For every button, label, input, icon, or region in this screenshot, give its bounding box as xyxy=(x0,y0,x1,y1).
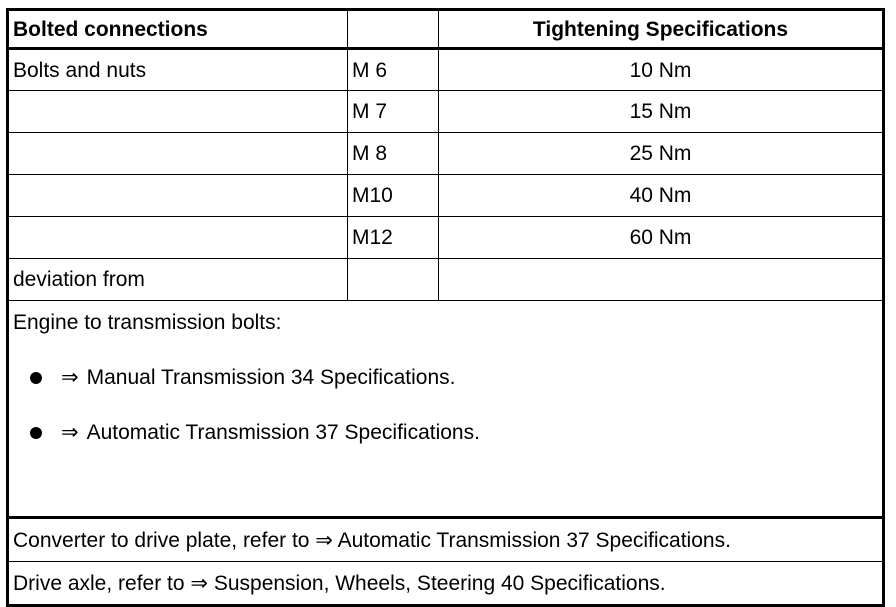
row-size: M 8 xyxy=(348,133,439,175)
table-row xyxy=(8,259,884,301)
row-label: Bolts and nuts xyxy=(8,49,348,91)
notes-row xyxy=(8,301,884,518)
row-label xyxy=(8,175,348,217)
bullet-text-automatic-transmission: Automatic Transmission 37 Specifications. xyxy=(86,421,480,444)
table-row xyxy=(8,49,884,91)
row-torque: 60 Nm xyxy=(439,217,884,259)
header-bolted-connections: Bolted connections xyxy=(8,10,348,49)
list-item xyxy=(13,350,878,405)
row-label xyxy=(8,133,348,175)
row-torque: 15 Nm xyxy=(439,91,884,133)
table-row xyxy=(8,91,884,133)
notes-cell xyxy=(8,301,884,518)
row-size: M 7 xyxy=(348,91,439,133)
row-size xyxy=(348,259,439,301)
reference-row xyxy=(8,518,884,562)
reference-converter-drive-plate: Converter to drive plate, refer to ⇒ Automatic Transmission 37 Specifications. xyxy=(8,518,884,562)
table-row xyxy=(8,133,884,175)
right-arrow-icon: ⇒ xyxy=(61,366,79,389)
row-label: deviation from xyxy=(8,259,348,301)
reference-row xyxy=(8,562,884,606)
bullet-icon xyxy=(30,372,42,384)
right-arrow-icon: ⇒ xyxy=(61,421,79,444)
row-label xyxy=(8,91,348,133)
row-label xyxy=(8,217,348,259)
header-tightening-specifications: Tightening Specifications xyxy=(439,10,884,49)
row-torque: 25 Nm xyxy=(439,133,884,175)
notes-intro: Engine to transmission bolts: xyxy=(13,311,282,334)
header-size xyxy=(348,10,439,49)
row-torque: 40 Nm xyxy=(439,175,884,217)
row-size: M12 xyxy=(348,217,439,259)
tightening-specifications-table xyxy=(6,8,885,607)
table-header-row xyxy=(8,10,884,49)
bullet-text-manual-transmission: Manual Transmission 34 Specifications. xyxy=(86,366,456,389)
reference-drive-axle: Drive axle, refer to ⇒ Suspension, Wheels, Steering 40 Specifications. xyxy=(8,562,884,606)
table-row xyxy=(8,217,884,259)
table-row xyxy=(8,175,884,217)
row-torque xyxy=(439,259,884,301)
row-size: M 6 xyxy=(348,49,439,91)
bullet-icon xyxy=(30,427,42,439)
row-torque: 10 Nm xyxy=(439,49,884,91)
row-size: M10 xyxy=(348,175,439,217)
list-item xyxy=(13,405,878,460)
notes-bullet-list xyxy=(13,350,878,460)
